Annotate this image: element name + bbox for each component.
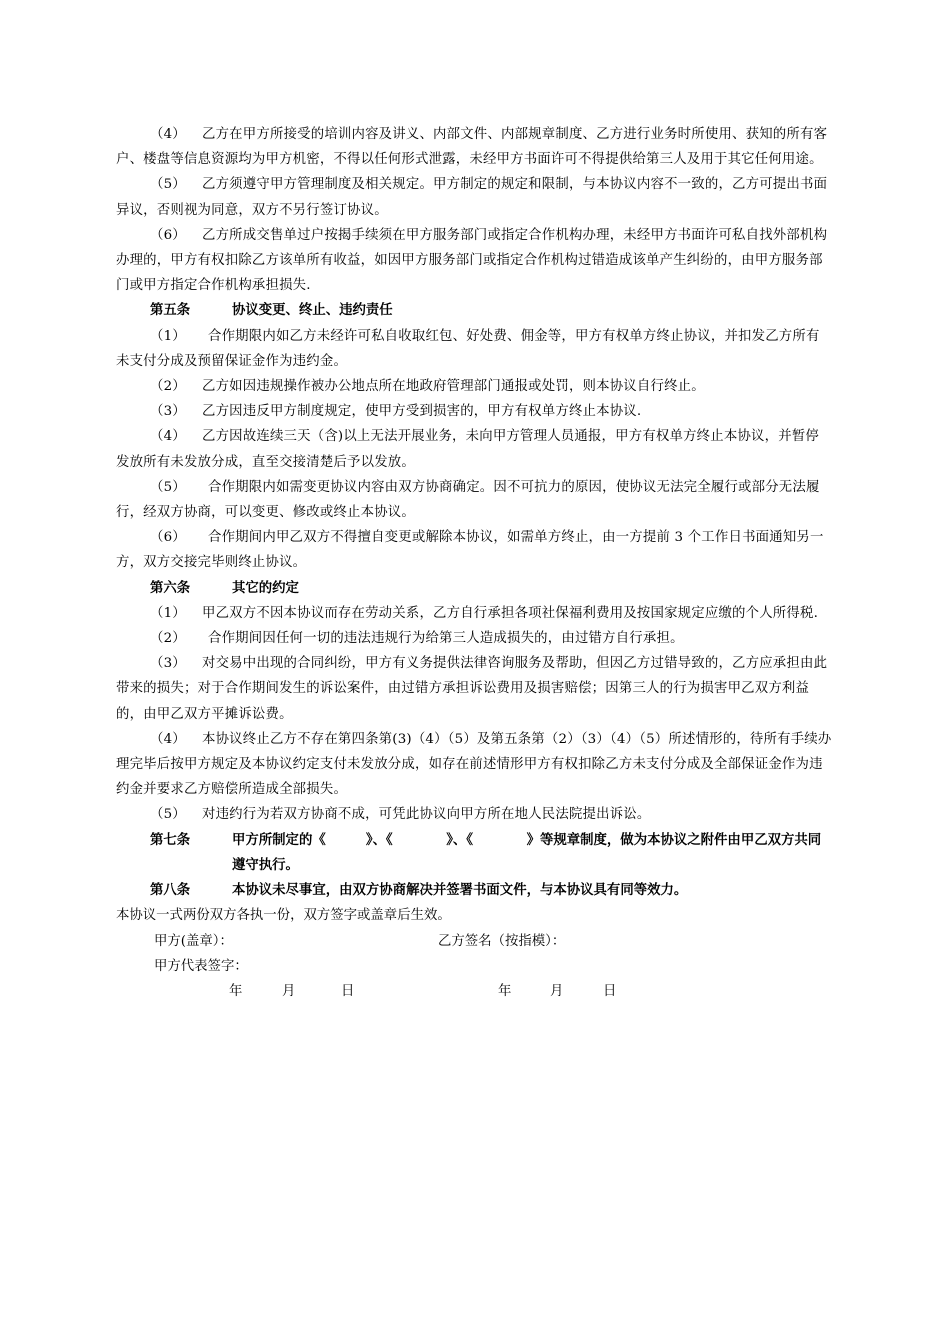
clause-5-2 (116, 374, 832, 399)
article-7 (116, 828, 832, 878)
clause-4-5 (116, 172, 832, 222)
clause-text: 对违约行为若双方协商不成，可凭此协议向甲方所在地人民法院提出诉讼。 (202, 807, 651, 823)
article-text: 本协议未尽事宜，由双方协商解决并签署书面文件，与本协议具有同等效力。 (232, 882, 688, 899)
clause-6-5 (116, 802, 832, 827)
signature-row-parties (116, 929, 832, 954)
clause-5-1 (116, 324, 832, 374)
clause-number: （3） (150, 656, 186, 672)
article-title: 其它的约定 (232, 579, 299, 596)
party-b-sign-label: 乙方签名（按指模）： (438, 933, 566, 949)
article-number: 第七条 (150, 831, 191, 848)
clause-number: （1） (150, 328, 186, 344)
party-b-date-month: 月 (550, 983, 564, 999)
clause-text: 乙方因违反甲方制度规定，使甲方受到损害的，甲方有权单方终止本协议. (202, 404, 642, 420)
clause-5-5 (116, 475, 832, 525)
article-number: 第八条 (150, 882, 191, 899)
clause-number: （5） (150, 479, 186, 495)
article-number: 第五条 (150, 302, 191, 319)
clause-number: （5） (150, 807, 186, 823)
clause-6-3 (116, 651, 832, 727)
clause-6-1 (116, 601, 832, 626)
party-a-seal-label: 甲方(盖章）： (154, 933, 233, 949)
clause-text: 本协议终止乙方不存在第四条第(3)（4）（5）及第五条第（2）（3）（4）（5）所述情形的，待所有手续办理完毕后按甲方规定及本协议约定支付未发放分成，如存在前述情形甲方有权扣除乙方未支付分成及全部保证金作为违约金并要求乙方赔偿所造成全部损失。 (116, 731, 832, 798)
clause-4-6 (116, 223, 832, 299)
clause-text: 乙方因故连续三天（含)以上无法开展业务，未向甲方管理人员通报，甲方有权单方终止本协议，并暂停发放所有未发放分成，直至交接清楚后予以发放。 (116, 429, 819, 470)
party-a-date-day: 日 (341, 983, 355, 999)
clause-number: （4） (150, 127, 186, 142)
article-5-heading (116, 298, 832, 323)
clause-text: 合作期限内如需变更协议内容由双方协商确定。因不可抗力的原因，使协议无法完全履行或部分无法履行，经双方协商，可以变更、修改或终止本协议。 (116, 479, 820, 521)
clause-number: （6） (150, 227, 186, 243)
article-title: 协议变更、终止、违约责任 (232, 302, 393, 319)
party-b-date-year: 年 (498, 983, 512, 999)
clause-number: （2） (150, 631, 186, 647)
clause-text: 乙方如因违规操作被办公地点所在地政府管理部门通报或处罚，则本协议自行终止。 (202, 379, 705, 395)
party-a-date-month: 月 (282, 983, 296, 999)
article-text: 甲方所制定的《 》、《 》、《 》等规章制度，做为本协议之附件由甲乙双方共同遵守执行。 (232, 831, 822, 873)
signature-row-dates (116, 979, 832, 1004)
party-a-date-year: 年 (229, 983, 243, 999)
clause-number: （4） (150, 731, 186, 747)
clause-number: （4） (150, 429, 186, 445)
clause-text: 合作期间因任何一切的违法违规行为给第三人造成损失的，由过错方自行承担。 (208, 631, 684, 647)
clause-number: （3） (150, 404, 186, 420)
clause-text: 乙方在甲方所接受的培训内容及讲义、内部文件、内部规章制度、乙方进行业务时所使用、获知的所有客户、楼盘等信息资源均为甲方机密，不得以任何形式泄露，未经甲方书面许可不得提供给第三人及用于其它任何用途。 (116, 127, 828, 168)
clause-text: 合作期限内如乙方未经许可私自收取红包、好处费、佣金等，甲方有权单方终止协议，并扣发乙方所有未支付分成及预留保证金作为违约金。 (116, 328, 820, 369)
clause-number: （6） (150, 530, 186, 546)
clause-5-4 (116, 424, 832, 474)
article-number: 第六条 (150, 579, 191, 596)
closing-statement: 本协议一式两份双方各执一份，双方签字或盖章后生效。 (116, 908, 451, 924)
clause-5-6 (116, 525, 832, 575)
clause-text: 乙方所成交售单过户按揭手续须在甲方服务部门或指定合作机构办理，未经甲方书面许可私自找外部机构办理的，甲方有权扣除乙方该单所有收益，如因甲方服务部门或指定合作机构过错造成该单产生纠纷的，由甲方服务部门或甲方指定合作机构承担损失. (116, 227, 828, 294)
clause-text: 合作期间内甲乙双方不得擅自变更或解除本协议，如需单方终止，由一方提前 3 个工作日书面通知另一方，双方交接完毕则终止协议。 (116, 530, 824, 571)
clause-text: 乙方须遵守甲方管理制度及相关规定。甲方制定的规定和限制，与本协议内容不一致的，乙方可提出书面异议，否则视为同意，双方不另行签订协议。 (116, 177, 828, 218)
contract-page (116, 122, 832, 1004)
clause-number: （1） (150, 605, 186, 621)
signature-row-representative (116, 954, 832, 979)
clause-4-4 (116, 122, 832, 172)
party-b-date-day: 日 (603, 983, 617, 999)
clause-number: （5） (150, 177, 186, 193)
clause-5-3 (116, 399, 832, 424)
clause-text: 对交易中出现的合同纠纷，甲方有义务提供法律咨询服务及帮助，但因乙方过错导致的，乙方应承担由此带来的损失；对于合作期间发生的诉讼案件，由过错方承担诉讼费用及损害赔偿；因第三人的行为损害甲乙双方利益的，由甲乙双方平摊诉讼费。 (116, 656, 828, 722)
article-6-heading (116, 576, 832, 601)
clause-text: 甲乙双方不因本协议而存在劳动关系，乙方自行承担各项社保福利费用及按国家规定应缴的个人所得税. (202, 605, 819, 621)
clause-6-4 (116, 727, 832, 803)
party-a-rep-label: 甲方代表签字： (154, 958, 248, 974)
article-8 (116, 878, 832, 903)
clause-6-2 (116, 626, 832, 651)
clause-number: （2） (150, 379, 186, 395)
